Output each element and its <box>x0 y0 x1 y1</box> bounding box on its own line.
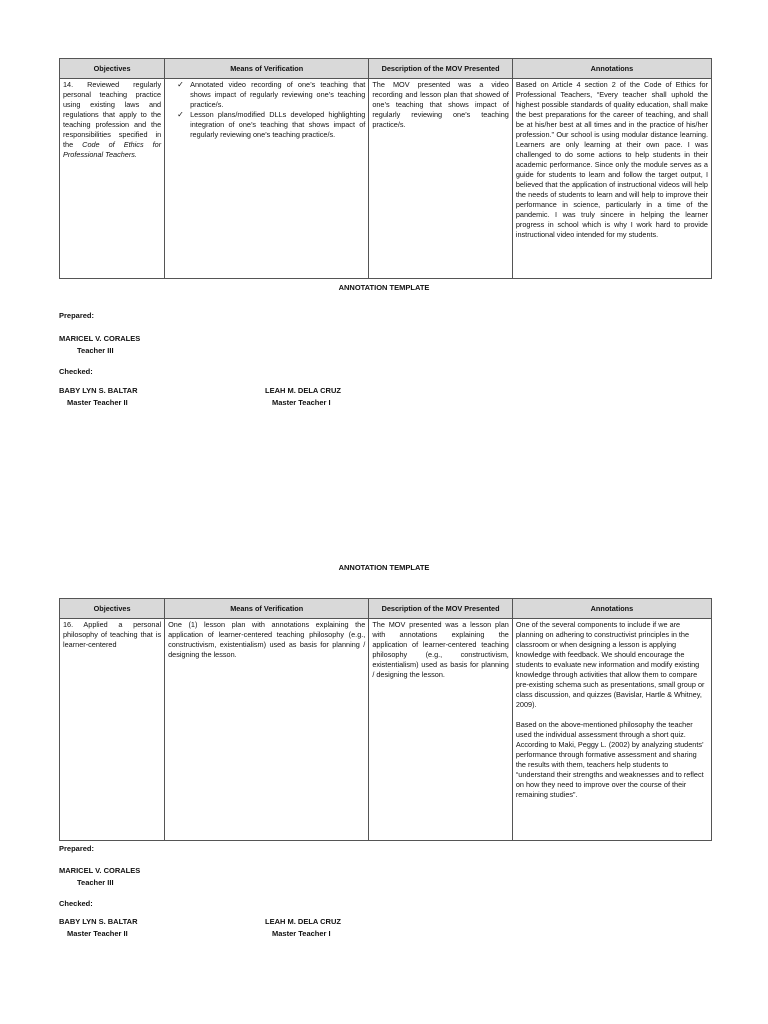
preparer-name: MARICEL V. CORALES <box>59 334 141 343</box>
annotation-cell <box>512 79 711 279</box>
annotation-paragraph: Based on the above-mentioned philosophy the teacher used the individual assessment through a short quiz. According to Maki, Peggy L. (2002) by analyzing students’ performance through formative assessment and sharing the results with them, teachers help students to “understand their strengths and weaknesses and to reflect on how they need to improve over the course of their remaining studies”. <box>515 720 704 799</box>
objective-cell <box>60 79 165 279</box>
annotation-paragraph: One of the several components to include if we are planning on adhering to constructivist principles in the classroom or when designing a lesson is applying knowledge with feedback. We should encourage the students to evaluate new information and modify existing knowledge through activities that allow them to compare pre-existing schema such as presentations, small group or class discussion, and quizzes (Bavislar, Hartle & Whitney, 2009). <box>515 620 705 709</box>
header-objectives: Objectives <box>60 599 165 619</box>
means-cell <box>165 79 369 279</box>
checker1-name: BABY LYN S. BALTAR <box>59 386 138 395</box>
header-annotations: Annotations <box>512 59 711 79</box>
annotation-table-2 <box>59 598 712 841</box>
means-list <box>168 80 365 140</box>
means-cell: One (1) lesson plan with annotations explaining the application of learner-centered teaching philosophy (e.g., constructivism, existentialism) used as basis for planning / designing the lesson. <box>165 619 369 841</box>
annotation-paragraph: Based on Article 4 section 2 of the Code of Ethics for Professional Teachers, “Every teacher shall uphold the highest possible standards of quality education, shall make the best preparations for the career of teaching, and shall be at his/her best at all times and in the practice of his/her profession.” Our school is using modular distance learning. Learners are only learning at their own pace. I was challenged to do some actions to help students in their academic performance. Since only the module serves as a guide for students to learn and follow the target output, I believed that the application of instructional videos will help the needs of students to learn and will help to improve their performance in science, particularly in a time of the pandemic. I was truly sincere in helping the learner progress in school which is why I work hard to provide instructional video intended for my students. <box>515 80 708 239</box>
preparer-title: Teacher III <box>77 878 114 887</box>
checker1-title: Master Teacher II <box>67 398 128 407</box>
checker1-name: BABY LYN S. BALTAR <box>59 917 138 926</box>
preparer-name: MARICEL V. CORALES <box>59 866 141 875</box>
header-annotations: Annotations <box>512 599 711 619</box>
annotation-cell <box>512 619 711 841</box>
template-title: ANNOTATION TEMPLATE <box>338 283 430 292</box>
description-cell: The MOV presented was a video recording and lesson plan that showed of one’s teaching that shows impact of regularly reviewing one’s teaching practice/s. <box>369 79 513 279</box>
table-row <box>60 619 712 841</box>
objective-text: 14. Reviewed regularly personal teaching practice using existing laws and regulations that apply to the teaching profession and the responsibilities specified in the <box>63 80 162 149</box>
means-item: ✓ Annotated video recording of one’s teaching that shows impact of regularly reviewing one’s teaching practice/s. <box>190 80 365 110</box>
header-means-of-verification: Means of Verification <box>165 599 369 619</box>
objective-text: 16. Applied a personal philosophy of teaching that is learner-centered <box>63 620 162 649</box>
prepared-label: Prepared: <box>59 311 95 320</box>
prepared-label: Prepared: <box>59 844 95 853</box>
checker1-title: Master Teacher II <box>67 929 128 938</box>
description-cell: The MOV presented was a lesson plan with annotations explaining the application of learner-centered teaching philosophy (e.g., constructivism, existentialism) used as basis for planning / designing the lesson. <box>369 619 513 841</box>
checker2-name: LEAH M. DELA CRUZ <box>265 917 341 926</box>
table-header-row <box>60 59 712 79</box>
template-title: ANNOTATION TEMPLATE <box>338 563 430 572</box>
header-description-of-mov: Description of the MOV Presented <box>369 59 513 79</box>
objective-cell <box>60 619 165 841</box>
checker2-title: Master Teacher I <box>272 929 331 938</box>
means-item: ✓ Lesson plans/modified DLLs developed highlighting integration of one’s teaching that shows impact of regularly reviewing one’s teaching practice/s. <box>190 110 365 140</box>
checker2-name: LEAH M. DELA CRUZ <box>265 386 341 395</box>
preparer-title: Teacher III <box>77 346 114 355</box>
annotation-table-1 <box>59 58 712 279</box>
table-row <box>60 79 712 279</box>
header-means-of-verification: Means of Verification <box>165 59 369 79</box>
objective-italic-text: Code of Ethics for Professional Teachers. <box>63 140 162 159</box>
table-header-row <box>60 599 712 619</box>
checker2-title: Master Teacher I <box>272 398 331 407</box>
checked-label: Checked: <box>59 899 93 908</box>
checked-label: Checked: <box>59 367 93 376</box>
header-description-of-mov: Description of the MOV Presented <box>369 599 513 619</box>
header-objectives: Objectives <box>60 59 165 79</box>
